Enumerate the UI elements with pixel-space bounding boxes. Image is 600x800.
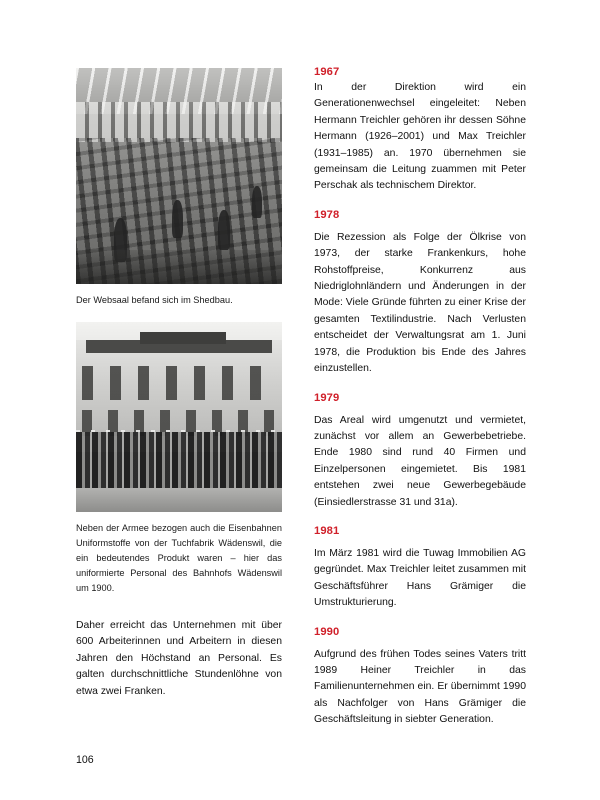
year-heading: 1979 bbox=[314, 391, 340, 404]
left-column bbox=[76, 68, 282, 700]
timeline-entry-1967 bbox=[314, 66, 526, 195]
left-body-paragraph: Daher erreicht das Unternehmen mit über 600 Arbeiterinnen und Arbeitern in diesen Jahren den Höchstand an Personal. Es galten durchschnittliche Stundenlöhne von etwa zwei Franken. bbox=[76, 620, 282, 697]
entry-text: In der Direktion wird ein Generationenwechsel eingeleitet: Neben Hermann Treichler gehören ihr dessen Söhne Hermann (1926–2001) und Max Treichler (1931–1985) an. 1970 übernehmen sie gemeinsam die Leitung zuammen mit Peter Perschak als technischem Direktor. bbox=[314, 82, 526, 192]
year-heading: 1967 bbox=[314, 66, 340, 78]
window-row-detail bbox=[76, 102, 282, 142]
worker-figure bbox=[172, 200, 183, 238]
year-heading: 1990 bbox=[314, 625, 340, 638]
roof-gable-detail bbox=[140, 332, 226, 344]
entry-text: Im März 1981 wird die Tuwag Immobilien AG gegründet. Max Treichler leitet zusammen mit Geschäftsführer Hans Grämiger die Umstrukturierung. bbox=[314, 547, 526, 609]
entry-text: Das Areal wird umgenutzt und vermietet, zunächst vor allem an Gewerbebetriebe. Ende 1980 sind rund 40 Firmen und Einzelpersonen eingemietet. Bis 1981 entstehen zwei neue Gewerbegebäude (Einsiedlerstrasse 31 und 31a). bbox=[314, 414, 526, 508]
floor-detail bbox=[76, 250, 282, 284]
right-column bbox=[314, 66, 526, 743]
timeline-entry-1981 bbox=[314, 525, 526, 612]
entry-text: Aufgrund des frühen Todes seines Vaters tritt 1989 Heiner Treichler in das Familienunternehmen ein. Er übernimmt 1990 als Nachfolger von Hans Grämiger die Geschäftsleitung in siebter Generation. bbox=[314, 648, 526, 726]
worker-figure bbox=[218, 210, 230, 250]
photo-caption-2: Neben der Armee bezogen auch die Eisenbahnen Uniformstoffe von der Tuchfabrik Wädenswil, die ein bedeutendes Produkt waren – hier das uniformierte Personal des Bahnhofs Wädenswil um 1900. bbox=[76, 523, 282, 593]
timeline-entry-1978 bbox=[314, 209, 526, 378]
railway-staff-photo bbox=[76, 322, 282, 512]
worker-figure bbox=[252, 186, 262, 218]
crowd-detail bbox=[76, 432, 282, 490]
ground-detail bbox=[76, 488, 282, 512]
year-heading: 1978 bbox=[314, 208, 340, 221]
upper-windows-detail bbox=[82, 366, 276, 400]
timeline-entry-1979 bbox=[314, 392, 526, 511]
timeline-entry-1990 bbox=[314, 626, 526, 729]
year-heading: 1981 bbox=[314, 524, 340, 537]
photo-caption-1: Der Websaal befand sich im Shedbau. bbox=[76, 295, 233, 305]
factory-hall-photo bbox=[76, 68, 282, 284]
page-number: 106 bbox=[76, 754, 94, 766]
entry-text: Die Rezession als Folge der Ölkrise von 1973, der starke Frankenkurs, hohe Rohstoffpreise, Konkurrenz aus Niedriglohnländern und Änderungen in der Mode: Viele Gründe führten zu einer Krise der gesamten Textilindustrie. Nach Verlusten entscheidet der Verwaltungsrat am 1. Juni 1978, die Produktion bis Ende des Jahres einzustellen. bbox=[314, 231, 526, 375]
